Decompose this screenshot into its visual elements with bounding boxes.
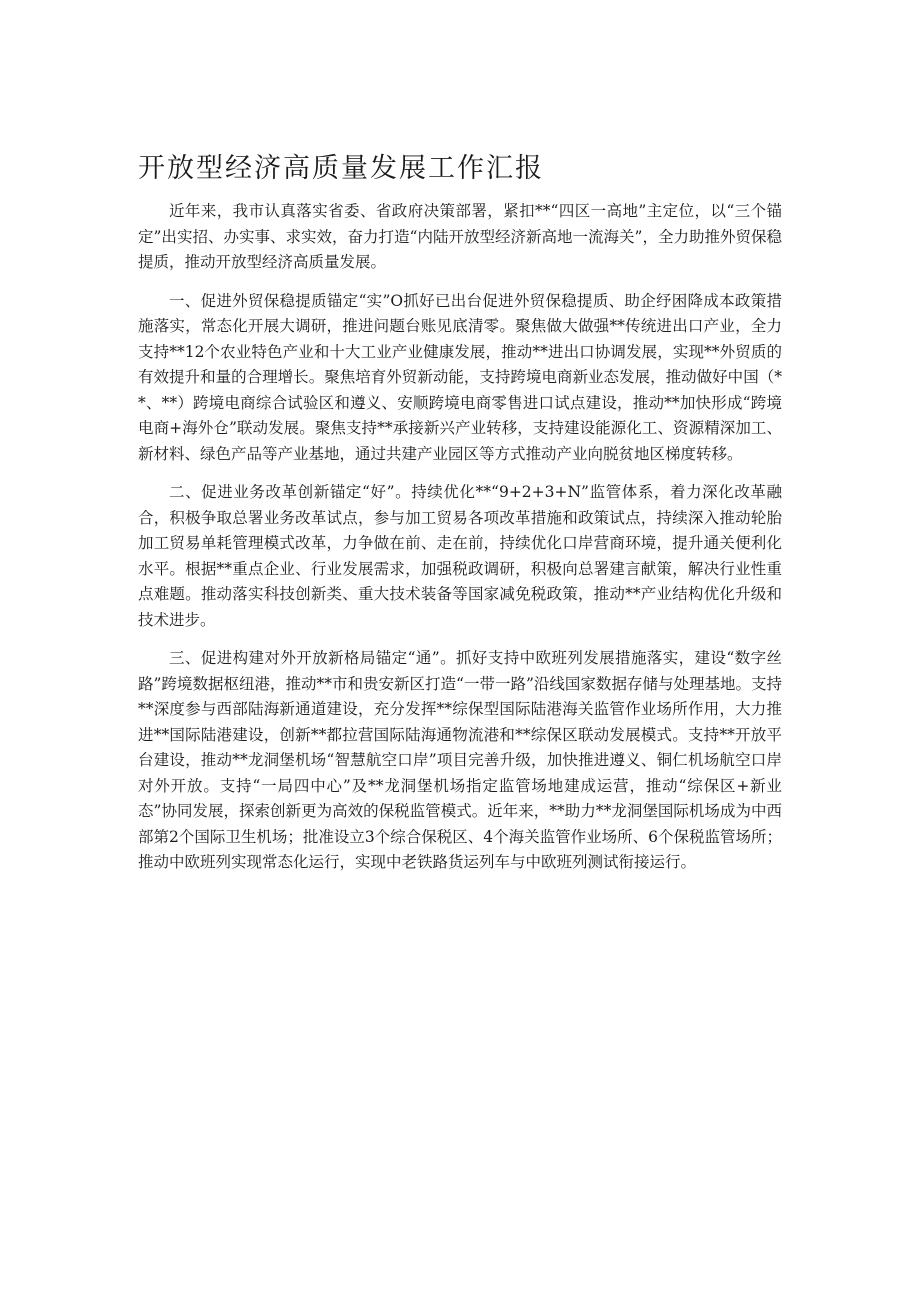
section-one-paragraph: 一、促进外贸保稳提质锚定“实”O抓好已出台促进外贸保稳提质、助企纾困降成本政策措施落实，常态化开展大调研，推进问题台账见底清零。聚焦做大做强**传统进出口产业，全力支持**12个农业特色产业和十大工业产业健康发展，推动**进出口协调发展，实现**外贸质的有效提升和量的合理增长。聚焦培育外贸新动能，支持跨境电商新业态发展，推动做好中国（**、**）跨境电商综合试验区和遵义、安顺跨境电商零售进口试点建设，推动**加快形成“跨境电商+海外仓”联动发展。聚焦支持**承接新兴产业转移，支持建设能源化工、资源精深加工、新材料、绿色产品等产业基地，通过共建产业园区等方式推动产业向脱贫地区梯度转移。 xyxy=(138,291,782,463)
section-two-paragraph: 二、促进业务改革创新锚定“好”。持续优化**“9+2+3+N”监管体系，着力深化改革融合，积极争取总署业务改革试点，参与加工贸易各项改革措施和政策试点，持续深入推动轮胎加工贸易单耗管理模式改革，力争做在前、走在前，持续优化口岸营商环境，提升通关便利化水平。根据**重点企业、行业发展需求，加强税政调研，积极向总署建言献策，解决行业性重点难题。推动落实科技创新类、重大技术装备等国家减免税政策，推动**产业结构优化升级和技术进步。 xyxy=(138,483,782,629)
section-three-paragraph: 三、促进构建对外开放新格局锚定“通”。抓好支持中欧班列发展措施落实，建设“数字丝路”跨境数据枢纽港，推动**市和贵安新区打造“一带一路”沿线国家数据存储与处理基地。支持**深度参与西部陆海新通道建设，充分发挥**综保型国际陆港海关监管作业场所作用，大力推进**国际陆港建设，创新**都拉营国际陆海通物流港和**综保区联动发展模式。支持**开放平台建设，推动**龙洞堡机场“智慧航空口岸”项目完善升级，加快推进遵义、铜仁机场航空口岸对外开放。支持“一局四中心”及**龙洞堡机场指定监管场地建成运营，推动“综保区+新业态”协同发展，探索创新更为高效的保税监管模式。近年来，**助力**龙洞堡国际机场成为中西部第2个国际卫生机场；批准设立3个综合保税区、4个海关监管作业场所、6个保税监管场所；推动中欧班列实现常态化运行，实现中老铁路货运列车与中欧班列测试衔接运行。 xyxy=(138,649,782,871)
document-title: 开放型经济高质量发展工作汇报 xyxy=(138,153,544,184)
document-body xyxy=(138,199,782,889)
intro-paragraph: 近年来，我市认真落实省委、省政府决策部署，紧扣**“四区一高地”主定位，以“三个锚定”出实招、办实事、求实效，奋力打造“内陆开放型经济新高地一流海关”，全力助推外贸保稳提质，推动开放型经济高质量发展。 xyxy=(138,202,782,271)
